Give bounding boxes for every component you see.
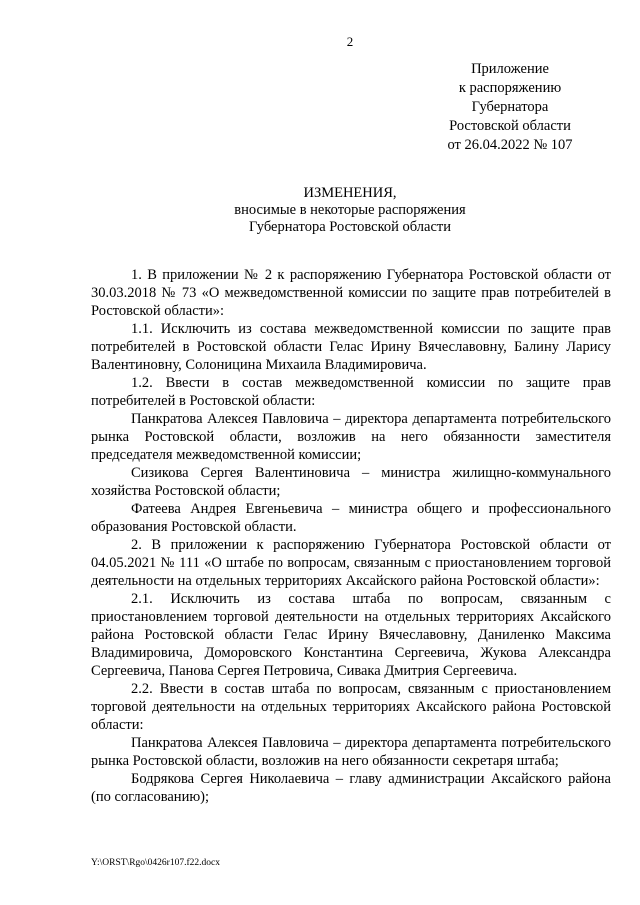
appendix-line: к распоряжению [458,80,562,96]
document-body [91,266,611,806]
appendix-block [380,60,640,155]
appendix-line: от 26.04.2022 № 107 [447,137,573,153]
appendix-line: Губернатора [471,99,549,115]
paragraph: Панкратова Алексея Павловича – директора департамента потребительского рынка Ростовской области, возложив на него обязанности заместителя председателя межведомственной комиссии; [91,411,611,463]
paragraph: Фатеева Андрея Евгеньевича – министра общего и профессионального образования Ростовской области. [91,501,611,535]
paragraph: 2.2. Ввести в состав штаба по вопросам, связанным с приостановлением торговой деятельности на отдельных территориях Аксайского района Ростовской области: [91,681,611,733]
paragraph: 2.1. Исключить из состава штаба по вопросам, связанным с приостановлением торговой деятельности на отдельных территориях Аксайского района Ростовской области Гелас Ирину Вячеславовну, Даниленко Максима Владимировича, Доморовского Константина Сергеевича, Жукова Александра Сергеевича, Панова Сергея Петровича, Сивака Дмитрия Сергеевича. [91,591,611,679]
paragraph: 1.2. Ввести в состав межведомственной комиссии по защите прав потребителей в Ростовской области: [91,375,611,409]
title-subtitle: Губернатора Ростовской области [248,219,452,235]
appendix-line: Ростовской области [449,118,571,134]
paragraph: 2. В приложении к распоряжению Губернатора Ростовской области от 04.05.2021 № 111 «О штабе по вопросам, связанным с приостановлением торговой деятельности на отдельных территориях Аксайского района Ростовской области»: [91,537,611,589]
title-heading: ИЗМЕНЕНИЯ, [303,185,397,201]
paragraph: 1. В приложении № 2 к распоряжению Губернатора Ростовской области от 30.03.2018 № 73 «О межведомственной комиссии по защите прав потребителей в Ростовской области»: [91,267,611,319]
paragraph: 1.1. Исключить из состава межведомственной комиссии по защите прав потребителей в Ростовской области Гелас Ирину Вячеславовну, Балину Ларису Валентиновну, Солоницина Михаила Владимировича. [91,321,611,373]
paragraph: Панкратова Алексея Павловича – директора департамента потребительского рынка Ростовской области, возложив на него обязанности секретаря штаба; [91,735,611,769]
paragraph: Сизикова Сергея Валентиновича – министра жилищно-коммунального хозяйства Ростовской области; [91,465,611,499]
document-title [0,185,640,236]
appendix-line: Приложение [471,61,549,77]
title-subtitle: вносимые в некоторые распоряжения [234,202,466,218]
page-number: 2 [346,34,354,49]
file-path-footer: Y:\ORST\Rgo\0426r107.f22.docx [91,858,220,868]
paragraph: Бодрякова Сергея Николаевича – главу администрации Аксайского района (по согласованию); [91,771,611,805]
